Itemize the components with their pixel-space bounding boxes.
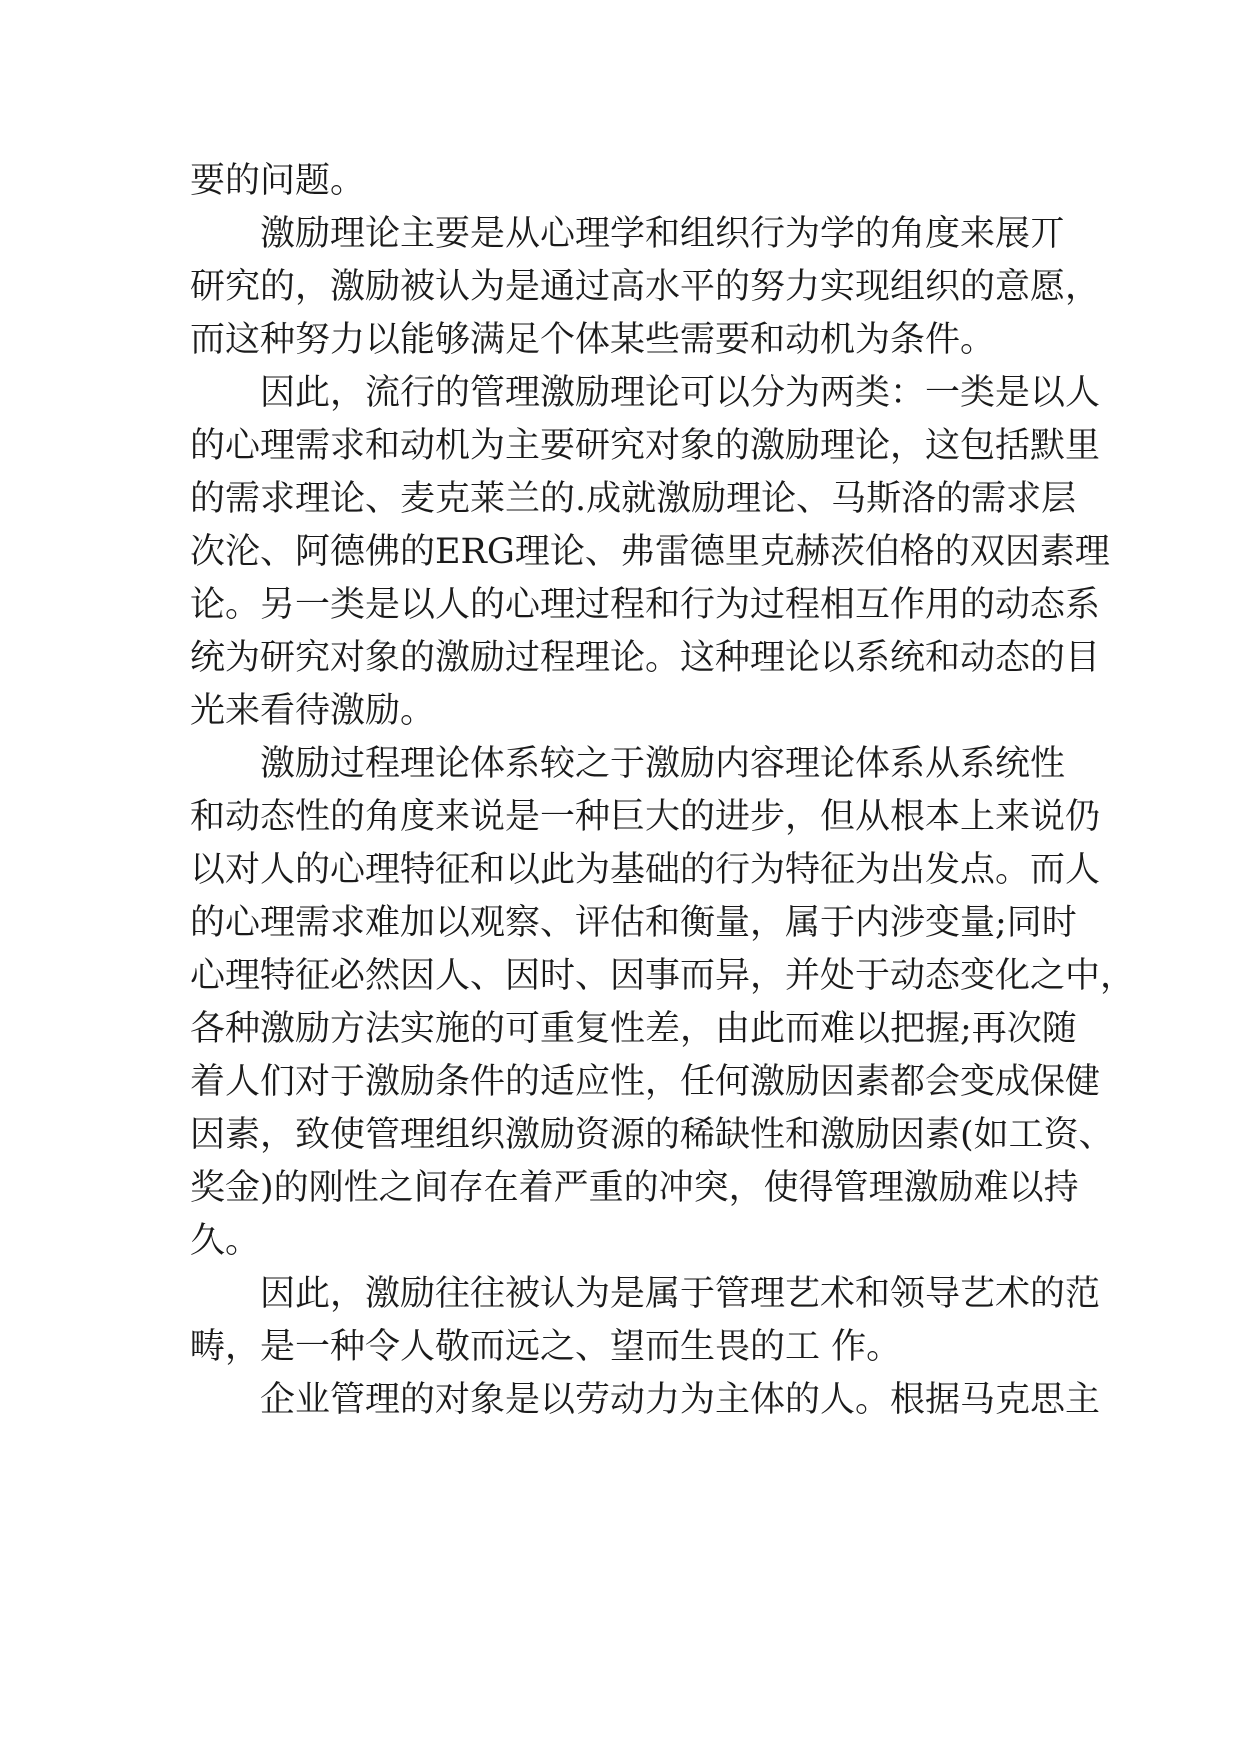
text-line: 激励过程理论体系较之于激励内容理论体系从系统性 [260, 744, 1066, 784]
text-line: 企业管理的对象是以劳动力为主体的人。根据马克思主 [260, 1380, 1101, 1420]
text-line: 着人们对于激励条件的适应性，任何激励因素都会变成保健 [190, 1062, 1101, 1102]
paragraph [190, 208, 1101, 367]
paragraph [190, 738, 1136, 1268]
text-line: 统为研究对象的激励过程理论。这种理论以系统和动态的目 [190, 638, 1101, 678]
text-line: 要的问题。 [190, 161, 366, 201]
text-line: 久。 [190, 1221, 261, 1261]
text-line: 以对人的心理特征和以此为基础的行为特征为出发点。而人 [190, 850, 1101, 890]
paragraph [190, 367, 1110, 738]
text-line: 各种激励方法实施的可重复性差，由此而难以把握;再次随 [190, 1009, 1077, 1049]
paragraph [190, 1268, 1101, 1374]
text-line: 次沦、阿德佛的ERG理论、弗雷德里克赫茨伯格的双因素理 [190, 532, 1110, 572]
text-line: 论。另一类是以人的心理过程和行为过程相互作用的动态系 [190, 585, 1101, 625]
text-line: 因此，激励往往被认为是属于管理艺术和领导艺术的范 [260, 1274, 1101, 1314]
paragraph [190, 155, 1050, 208]
text-line: 和动态性的角度来说是一种巨大的进步，但从根本上来说仍 [190, 797, 1101, 837]
text-line: 奖金)的刚性之间存在着严重的冲突，使得管理激励难以持 [190, 1168, 1079, 1208]
text-line: 因素，致使管理组织激励资源的稀缺性和激励因素(如工资、 [190, 1115, 1114, 1155]
text-line: 光来看待激励。 [190, 691, 436, 731]
text-line: 的心理需求和动机为主要研究对象的激励理论，这包括默里 [190, 426, 1101, 466]
text-line: 因此，流行的管理激励理论可以分为两类：一类是以人 [260, 373, 1101, 413]
text-line: 而这种努力以能够满足个体某些需要和动机为条件。 [190, 320, 996, 360]
text-line: 心理特征必然因人、因时、因事而异，并处于动态变化之中， [190, 956, 1136, 996]
text-line: 激励理论主要是从心理学和组织行为学的角度来展丌 [260, 214, 1066, 254]
text-line: 畴，是一种令人敬而远之、望而生畏的工 作。 [190, 1327, 902, 1367]
text-line: 的心理需求难加以观察、评估和衡量，属于内涉变量;同时 [190, 903, 1077, 943]
text-line: 的需求理论、麦克莱兰的.成就激励理论、马斯洛的需求层 [190, 479, 1077, 519]
text-line: 研究的，激励被认为是通过高水平的努力实现组织的意愿， [190, 267, 1101, 307]
body-text [190, 155, 1136, 1427]
paragraph [190, 1374, 1101, 1427]
